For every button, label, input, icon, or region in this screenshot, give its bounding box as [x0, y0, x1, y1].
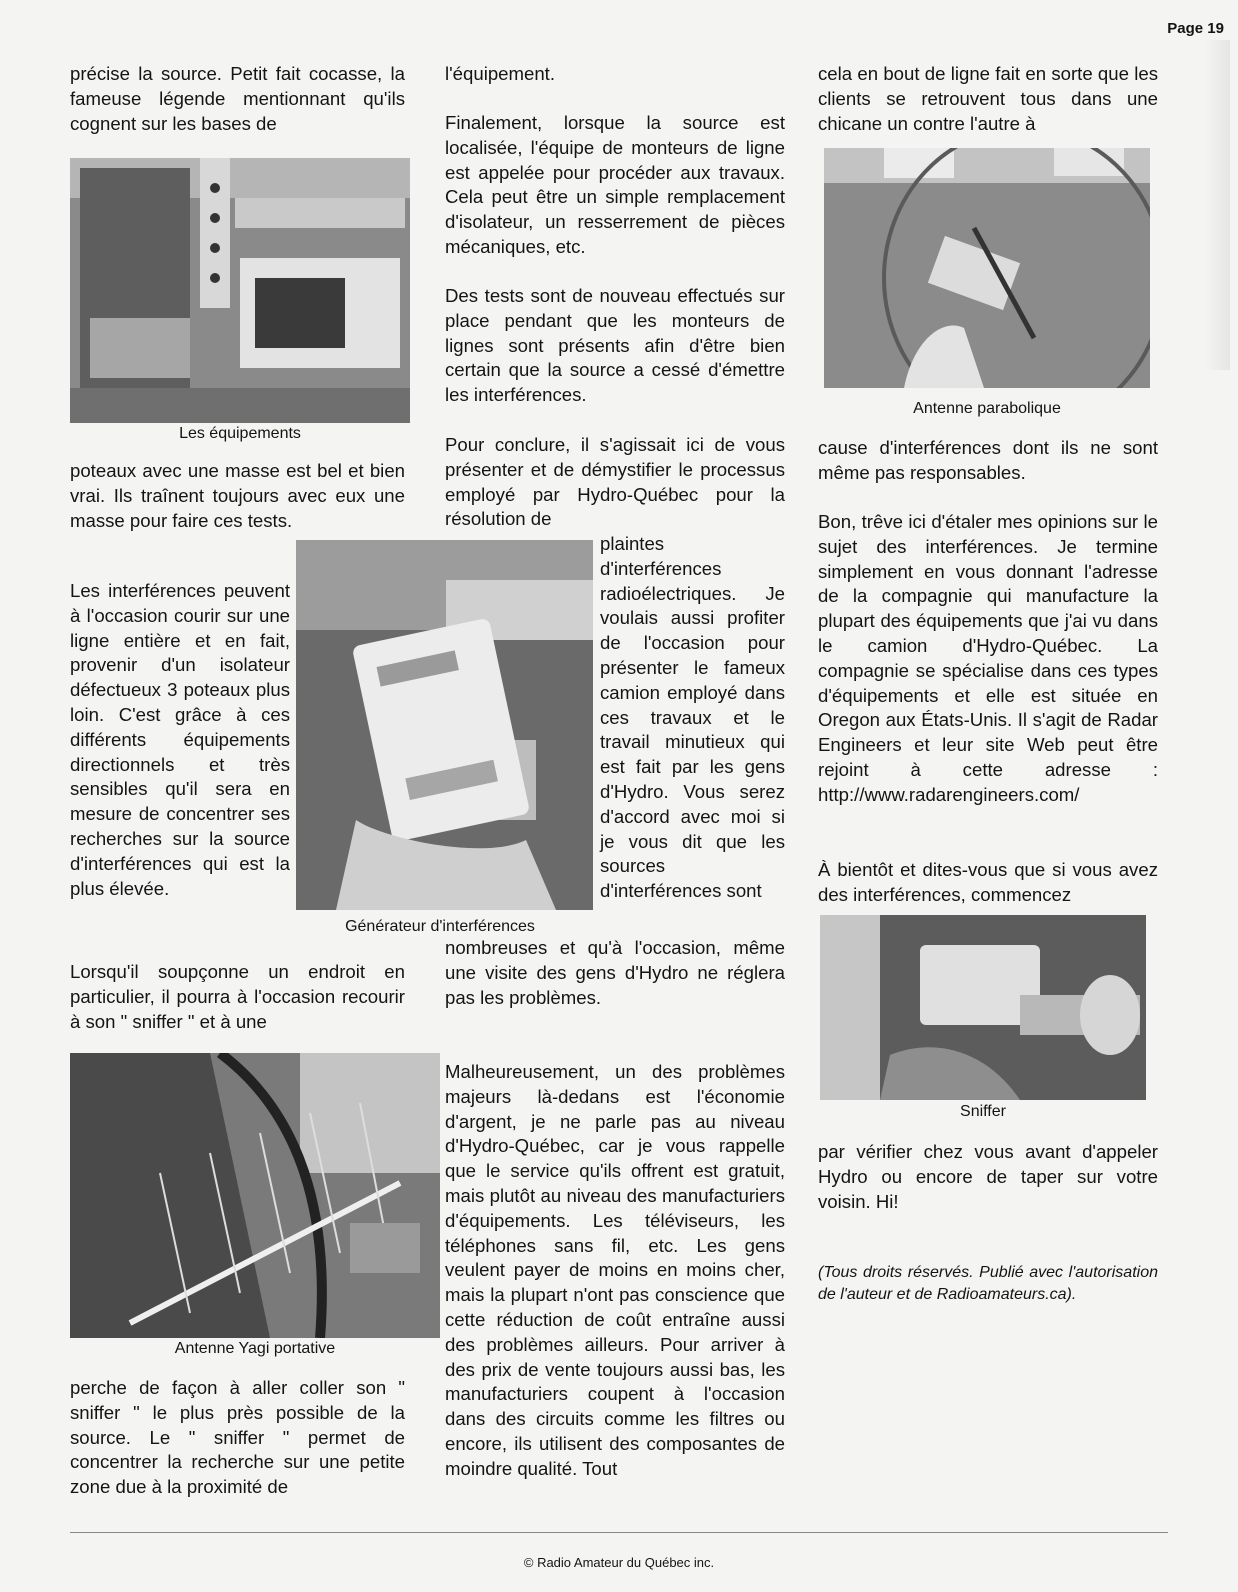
- col2-paragraph-1: l'équipement.: [445, 63, 556, 84]
- col3-paragraph-1: cela en bout de ligne fait en sorte que les clients se retrouvent tous dans une chicane un contre l'autre à: [818, 63, 1158, 134]
- col2-paragraph-4-continuation: nombreuses et qu'à l'occasion, même une visite des gens d'Hydro ne réglera pas les problèmes.: [445, 937, 785, 1008]
- page-edge-shadow: [1204, 40, 1230, 370]
- col3-paragraph-4: À bientôt et dites-vous que si vous avez des interférences, commencez: [818, 859, 1158, 905]
- photo-generateur-interferences: [296, 540, 593, 910]
- photo-equipements: [70, 158, 410, 423]
- col2-paragraph-2: Finalement, lorsque la source est localisée, l'équipe de monteurs de ligne est appelée pour procéder aux travaux. Cela peut être un simple remplacement d'isolateur, un resserrement de pièces mécaniques, etc.: [445, 112, 785, 257]
- col2-paragraph-3: Des tests sont de nouveau effectués sur place pendant que les monteurs de lignes sont présents afin d'être bien certain que la source a cessé d'émettre les interférences.: [445, 285, 785, 406]
- col1-paragraph-4: Lorsqu'il soupçonne un endroit en particulier, il pourra à l'occasion recourir à son " sniffer " et à une: [70, 961, 405, 1032]
- footer-rule: [70, 1532, 1168, 1533]
- col2-paragraph-5: Malheureusement, un des problèmes majeurs là-dedans est l'économie d'argent, je ne parle pas au niveau d'Hydro-Québec, car je vous rappelle que le service qu'ils offrent est gratuit, mais plutôt au niveau des manufacturiers d'équipements. Les téléviseurs, les téléphones sans fil, etc. Les gens veulent payer de moins en moins cher, mais la plupart n'ont pas conscience que cette réduction de coût entraîne aussi des problèmes ailleurs. Pour arriver à des prix de vente toujours aussi bas, les manufacturiers coupent à l'occasion dans des circuits comme les filtres ou encore, ils utilisent des composantes de moindre qualité. Tout: [445, 1061, 785, 1479]
- col1-paragraph-1: précise la source. Petit fait cocasse, la fameuse légende mentionnant qu'ils cognent sur les bases de: [70, 63, 405, 134]
- photo-sniffer: [820, 915, 1146, 1100]
- caption-antenne-yagi: Antenne Yagi portative: [174, 1340, 336, 1357]
- col2-paragraph-4: Pour conclure, il s'agissait ici de vous présenter et de démystifier le processus employé par Hydro-Québec pour la résolution de: [445, 434, 785, 530]
- caption-generateur: Générateur d'interférences: [345, 918, 535, 935]
- photo-antenne-yagi: [70, 1053, 440, 1338]
- col3-paragraph-3: Bon, trêve ici d'étaler mes opinions sur le sujet des interférences. Je termine simplement en vous donnant l'adresse de la compagnie qui manufacture la plupart des équipements que j'ai vu dans le camion d'Hydro-Québec. La compagnie se spécialise dans ces types d'équipements et elle est située en Oregon aux États-Unis. Il s'agit de Radar Engineers et leur site Web peut être rejoint à cette adresse : http://www.radarengineers.com/: [818, 511, 1158, 805]
- photo-antenne-parabolique: [824, 148, 1150, 388]
- col1-paragraph-3-wrapper: [70, 579, 290, 901]
- col1-paragraph-5: perche de façon à aller coller son " sniffer " le plus près possible de la source. Le " sniffer " permet de concentrer la recherche sur une petite zone due à la proximité de: [70, 1377, 405, 1498]
- footer-copyright: © Radio Amateur du Québec inc.: [523, 1555, 715, 1570]
- page-number: Page 19: [1167, 20, 1224, 37]
- caption-parabolique: Antenne parabolique: [913, 400, 1061, 417]
- col2-paragraph-4-wrap: plaintes d'interférences radioélectriques. Je voulais aussi profiter de l'occasion pour présenter le fameux camion employé dans ces travaux et le travail minutieux qui est fait par les gens d'Hydro. Vous serez d'accord avec moi si je vous dit que les sources d'interférences sont: [600, 533, 785, 902]
- col3-paragraph-5: par vérifier chez vous avant d'appeler Hydro ou encore de taper sur votre voisin. Hi!: [818, 1141, 1158, 1212]
- col1-paragraph-2: poteaux avec une masse est bel et bien vrai. Ils traînent toujours avec eux une masse pour faire ces tests.: [70, 460, 405, 531]
- col3-credit: (Tous droits réservés. Publié avec l'autorisation de l'auteur et de Radioamateurs.ca).: [818, 1264, 1158, 1303]
- col1-paragraph-3: Les interférences peuvent à l'occasion courir sur une ligne entière et en fait, provenir d'un isolateur défectueux 3 poteaux plus loin. C'est grâce à ces différents équipements directionnels et très sensibles qu'il sera en mesure de concentrer ses recherches sur la source d'interférences qui est la plus élevée.: [70, 580, 290, 899]
- col3-paragraph-2: cause d'interférences dont ils ne sont même pas responsables.: [818, 437, 1158, 483]
- caption-sniffer: Sniffer: [960, 1103, 1006, 1120]
- caption-equipements: Les équipements: [179, 425, 301, 442]
